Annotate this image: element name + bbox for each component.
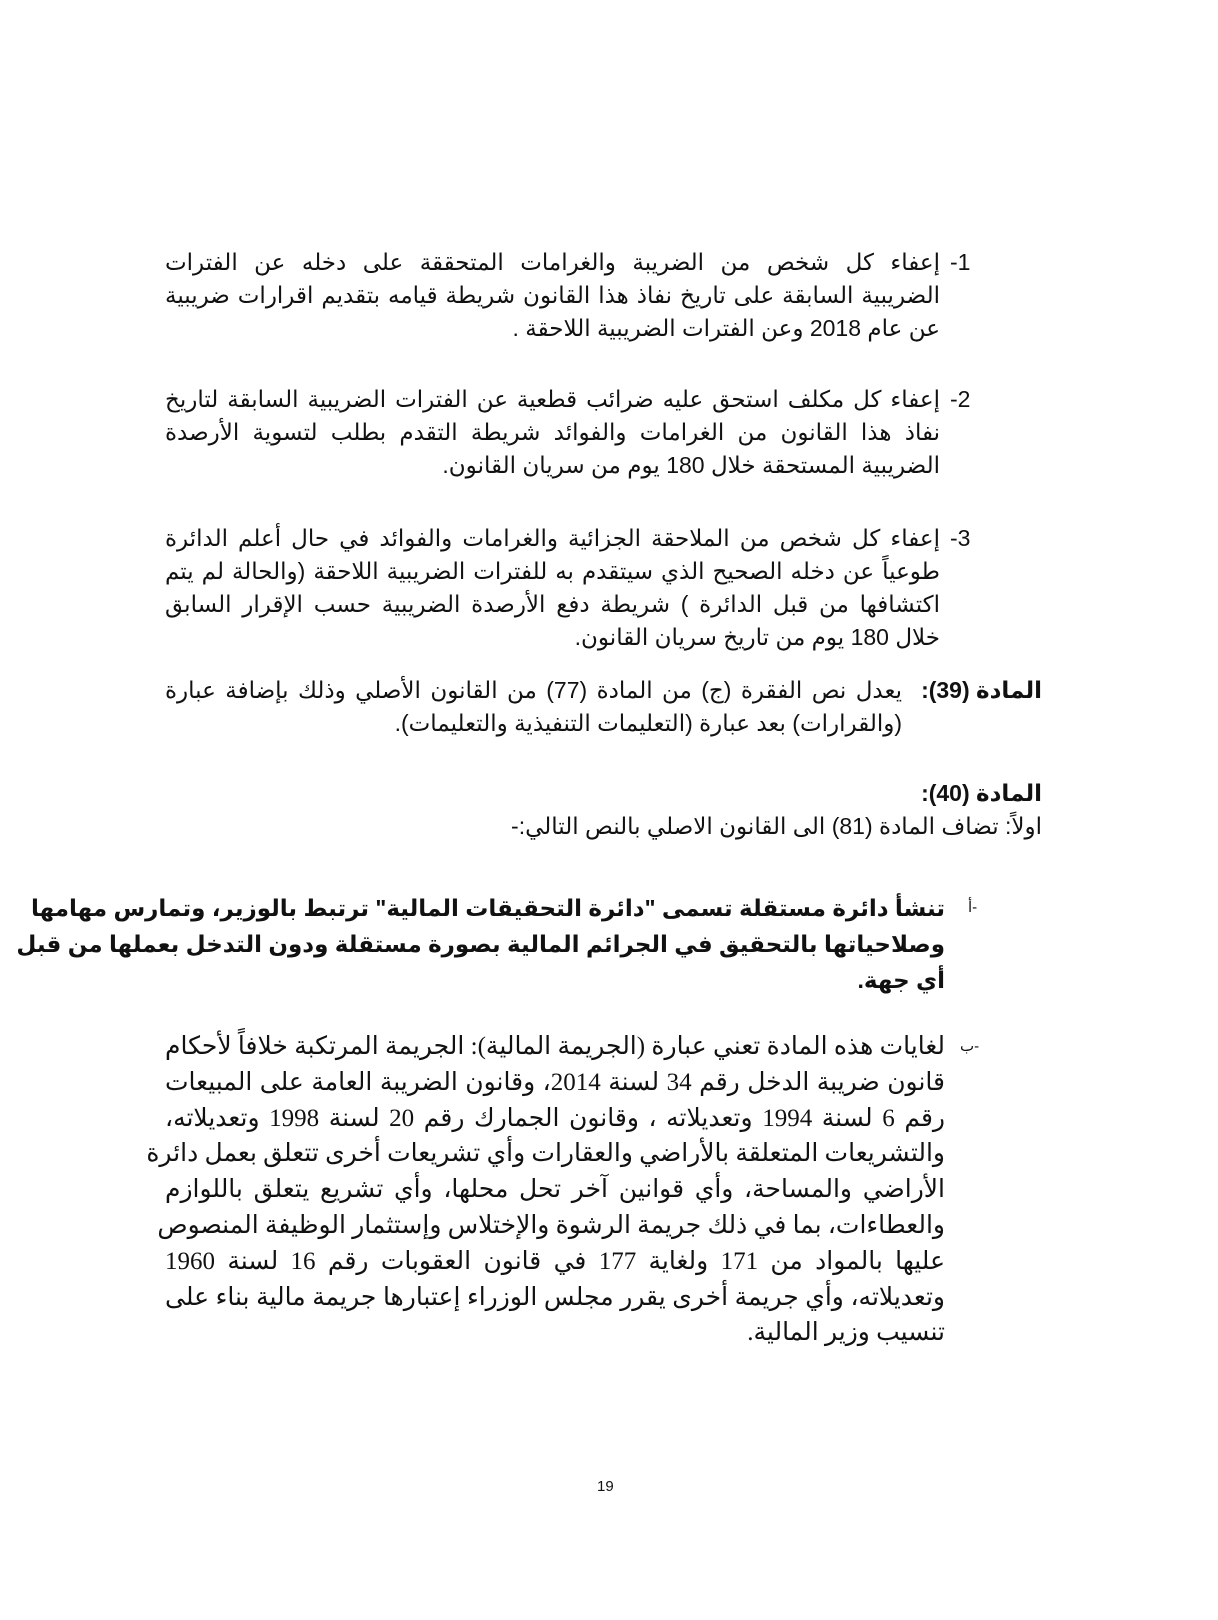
text-line: خلال 180 يوم من تاريخ سريان القانون. <box>574 624 940 650</box>
item-number: -1 <box>950 249 971 275</box>
text-line: والعطاءات، بما في ذلك جريمة الرشوة والإختلاس وإستثمار الوظيفة المنصوص <box>157 1211 945 1239</box>
clause-a <box>16 890 945 998</box>
article-40-label: المادة (40): <box>921 780 1042 806</box>
text-line: عن عام 2018 وعن الفترات الضريبية اللاحقة . <box>512 315 940 341</box>
text-line: لغايات هذه المادة تعني عبارة (الجريمة المالية): الجريمة المرتكبة خلافاً لأحكام <box>165 1033 945 1060</box>
page-number: 19 <box>597 1478 614 1495</box>
text-line: والتشريعات المتعلقة بالأراضي والعقارات وأي تشريعات أخرى تتعلق بعمل دائرة <box>146 1140 945 1168</box>
text-line: (والقرارات) بعد عبارة (التعليمات التنفيذية والتعليمات). <box>394 710 902 736</box>
item-marker: أ- <box>968 899 978 916</box>
text-line: اكتشافها من قبل الدائرة ) شريطة دفع الأرصدة الضريبية حسب الإقرار السابق <box>165 591 940 617</box>
text-line: تنشأ دائرة مستقلة تسمى "دائرة التحقيقات المالية" ترتبط بالوزير، وتمارس مهامها <box>30 895 945 921</box>
clause-b <box>146 1029 945 1351</box>
text-line: أي جهة. <box>857 967 945 993</box>
text-line: الضريبية السابقة على تاريخ نفاذ هذا القانون شريطة قيامه بتقديم اقرارات ضريبية <box>165 282 940 308</box>
article-39-text <box>165 674 902 740</box>
item-number: -2 <box>950 386 971 412</box>
text-line: وتعديلاته، وأي جريمة أخرى يقرر مجلس الوزراء إعتبارها جريمة مالية بناء على <box>165 1283 945 1311</box>
article-40-intro: اولاً: تضاف المادة (81) الى القانون الاصلي بالنص التالي:- <box>511 813 1042 839</box>
item-number: -3 <box>950 525 971 551</box>
text-line: رقم 6 لسنة 1994 وتعديلاته ، وقانون الجمارك رقم 20 لسنة 1998 وتعديلاته، <box>165 1104 945 1132</box>
text-line: طوعياً عن دخله الصحيح الذي سيتقدم به للفترات الضريبية اللاحقة (والحالة لم يتم <box>165 558 940 584</box>
text-line: تنسيب وزير المالية. <box>747 1319 945 1347</box>
article-39-label: المادة (39): <box>921 677 1042 703</box>
text-line: يعدل نص الفقرة (ج) من المادة (77) من القانون الأصلي وذلك بإضافة عبارة <box>165 677 902 703</box>
text-line: الأراضي والمساحة، وأي قوانين آخر تحل محلها، وأي تشريع يتعلق باللوازم <box>165 1176 945 1204</box>
text-line: عليها بالمواد من 171 ولغاية 177 في قانون العقوبات رقم 16 لسنة 1960 <box>165 1247 945 1275</box>
text-line: إعفاء كل مكلف استحق عليه ضرائب قطعية عن الفترات الضريبية السابقة لتاريخ <box>165 386 940 412</box>
text-line: وصلاحياتها بالتحقيق في الجرائم المالية بصورة مستقلة ودون التدخل بعملها من قبل <box>16 931 945 957</box>
text-line: إعفاء كل شخص من الضريبة والغرامات المتحققة على دخله عن الفترات <box>165 249 940 275</box>
list-item-1 <box>165 246 940 345</box>
text-line: الضريبية المستحقة خلال 180 يوم من سريان القانون. <box>442 452 940 478</box>
list-item-2 <box>165 383 940 482</box>
text-line: نفاذ هذا القانون من الغرامات والفوائد شريطة التقدم بطلب لتسوية الأرصدة <box>165 419 940 445</box>
list-item-3 <box>165 522 940 654</box>
text-line: إعفاء كل شخص من الملاحقة الجزائية والغرامات والفوائد في حال أعلم الدائرة <box>165 525 940 551</box>
item-marker: ب- <box>960 1038 980 1055</box>
text-line: قانون ضريبة الدخل رقم 34 لسنة 2014، وقانون الضريبة العامة على المبيعات <box>165 1068 945 1096</box>
